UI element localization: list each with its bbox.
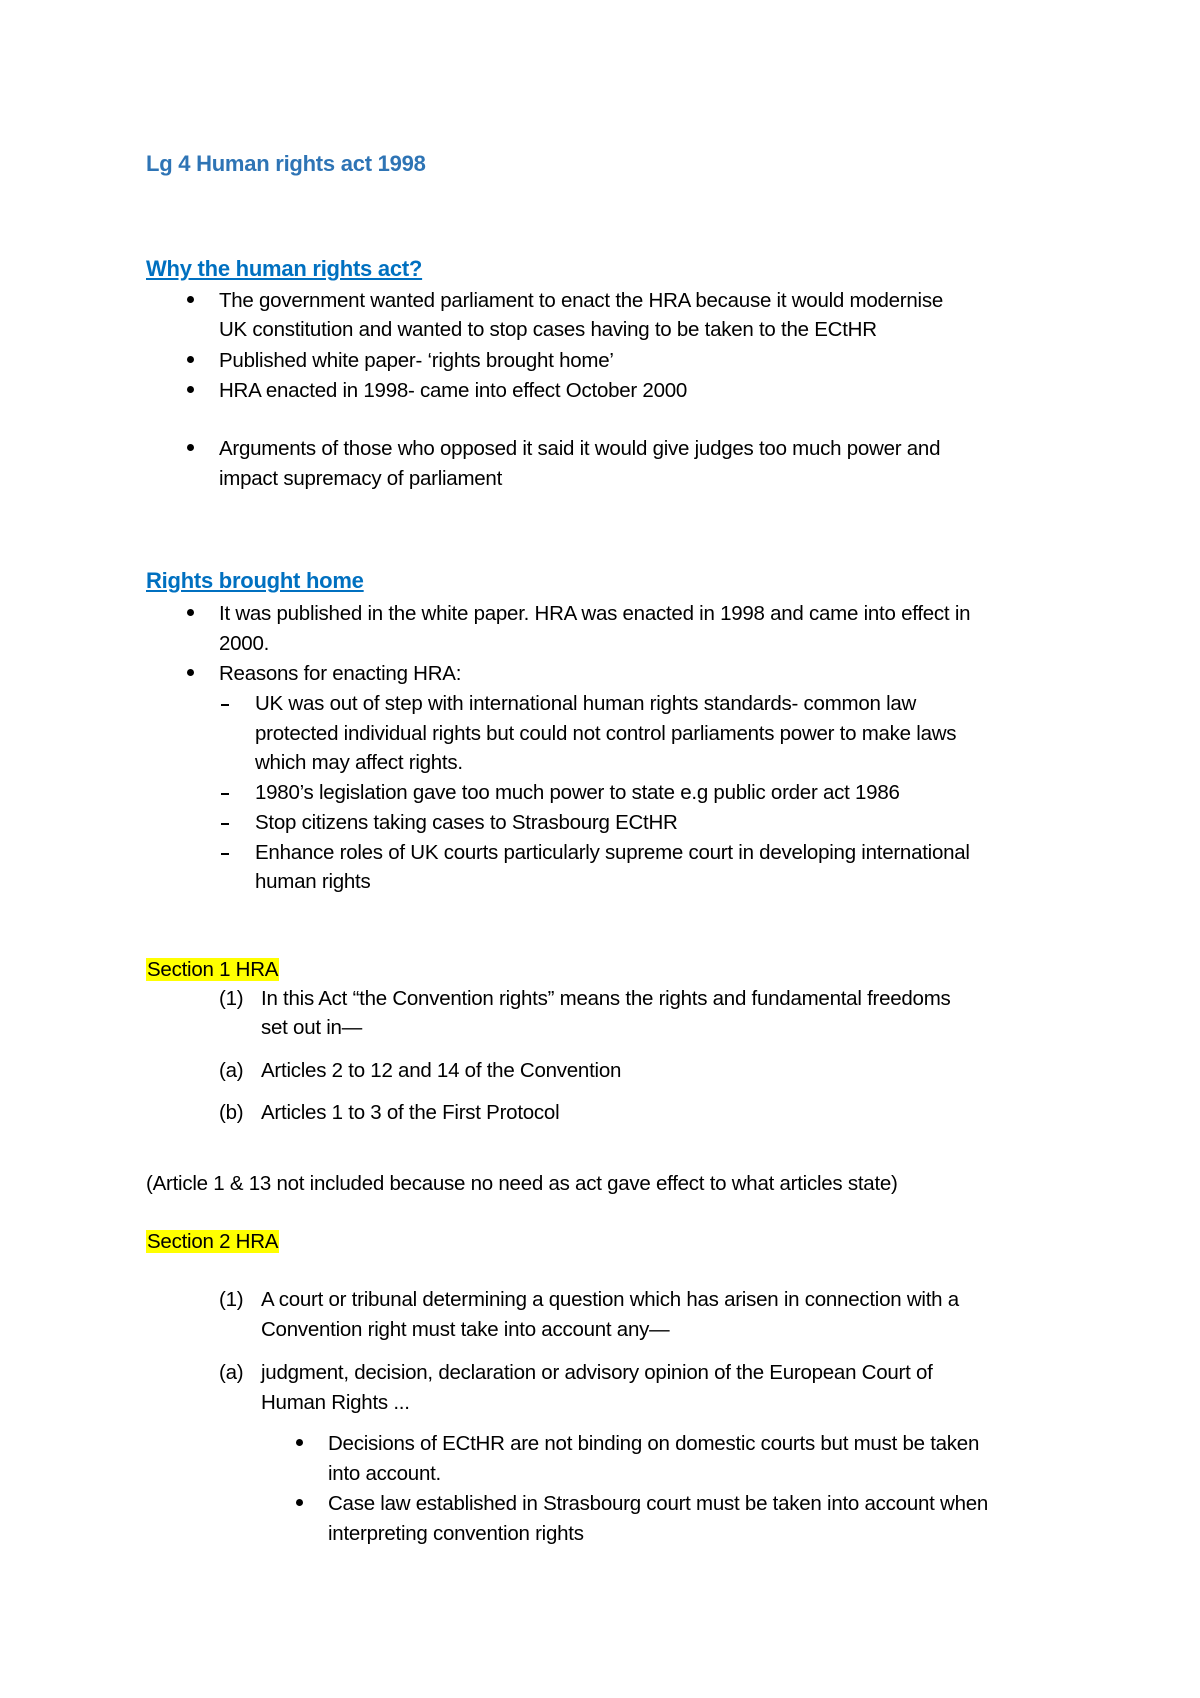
statute-text: In this Act “the Convention rights” means the rights and fundamental freedoms [261, 987, 951, 1010]
list-item-text: 2000. [219, 632, 270, 655]
statute-text: judgment, decision, declaration or advisory opinion of the European Court of [261, 1361, 933, 1384]
statute-text: Human Rights ... [261, 1391, 410, 1414]
note-text: (Article 1 & 13 not included because no need as act gave effect to what articles state) [146, 1172, 898, 1195]
list-item-text: HRA enacted in 1998- came into effect October 2000 [219, 379, 688, 402]
heading-section-2 [146, 1229, 279, 1255]
bullet-icon [187, 609, 194, 616]
bullet-icon [187, 669, 194, 676]
bullet-icon [296, 1439, 303, 1446]
list-item-text: human rights [255, 870, 371, 893]
list-item-text: The government wanted parliament to enact the HRA because it would modernise [219, 289, 943, 312]
dash-icon [221, 823, 229, 825]
statute-text: Convention right must take into account any— [261, 1318, 670, 1341]
list-item-text: interpreting convention rights [328, 1522, 584, 1545]
bullet-icon [187, 356, 194, 363]
list-item-text: UK was out of step with international human rights standards- common law [255, 692, 917, 715]
item-marker: (a) [219, 1059, 244, 1082]
list-item-text: into account. [328, 1462, 441, 1485]
bullet-icon [187, 296, 194, 303]
list-item-text: Decisions of ECtHR are not binding on domestic courts but must be taken [328, 1432, 980, 1455]
list-item-text: It was published in the white paper. HRA was enacted in 1998 and came into effect in [219, 602, 971, 625]
list-item-text: Reasons for enacting HRA: [219, 662, 462, 685]
heading-why-hra: Why the human rights act? [146, 256, 423, 281]
dash-icon [221, 853, 229, 855]
item-marker: (1) [219, 987, 244, 1010]
list-item-text: Published white paper- ‘rights brought home’ [219, 349, 614, 372]
list-item-text: UK constitution and wanted to stop cases having to be taken to the ECtHR [219, 318, 877, 341]
statute-text: Articles 1 to 3 of the First Protocol [261, 1101, 560, 1124]
list-item-text: Arguments of those who opposed it said it would give judges too much power and [219, 437, 941, 460]
heading-rights-brought-home: Rights brought home [146, 568, 364, 593]
section-1-label: Section 1 HRA [147, 958, 279, 981]
statute-text: set out in— [261, 1016, 362, 1039]
bullet-icon [187, 444, 194, 451]
statute-text: Articles 2 to 12 and 14 of the Convention [261, 1059, 622, 1082]
list-item-text: Case law established in Strasbourg court must be taken into account when [328, 1492, 989, 1515]
item-marker: (a) [219, 1361, 244, 1384]
statute-text: A court or tribunal determining a question which has arisen in connection with a [261, 1288, 959, 1311]
list-item-text: Stop citizens taking cases to Strasbourg ECtHR [255, 811, 678, 834]
bullet-icon [296, 1499, 303, 1506]
item-marker: (1) [219, 1288, 244, 1311]
list-item-text: protected individual rights but could not control parliaments power to make laws [255, 722, 957, 745]
list-item-text: 1980’s legislation gave too much power to state e.g public order act 1986 [255, 781, 900, 804]
list-item-text: Enhance roles of UK courts particularly supreme court in developing international [255, 841, 970, 864]
bullet-icon [187, 386, 194, 393]
dash-icon [221, 704, 229, 706]
item-marker: (b) [219, 1101, 244, 1124]
list-item-text: impact supremacy of parliament [219, 467, 503, 490]
list-item-text: which may affect rights. [255, 751, 463, 774]
section-2-label: Section 2 HRA [147, 1230, 279, 1253]
heading-section-1 [146, 957, 279, 983]
dash-icon [221, 793, 229, 795]
document-title: Lg 4 Human rights act 1998 [146, 151, 426, 176]
